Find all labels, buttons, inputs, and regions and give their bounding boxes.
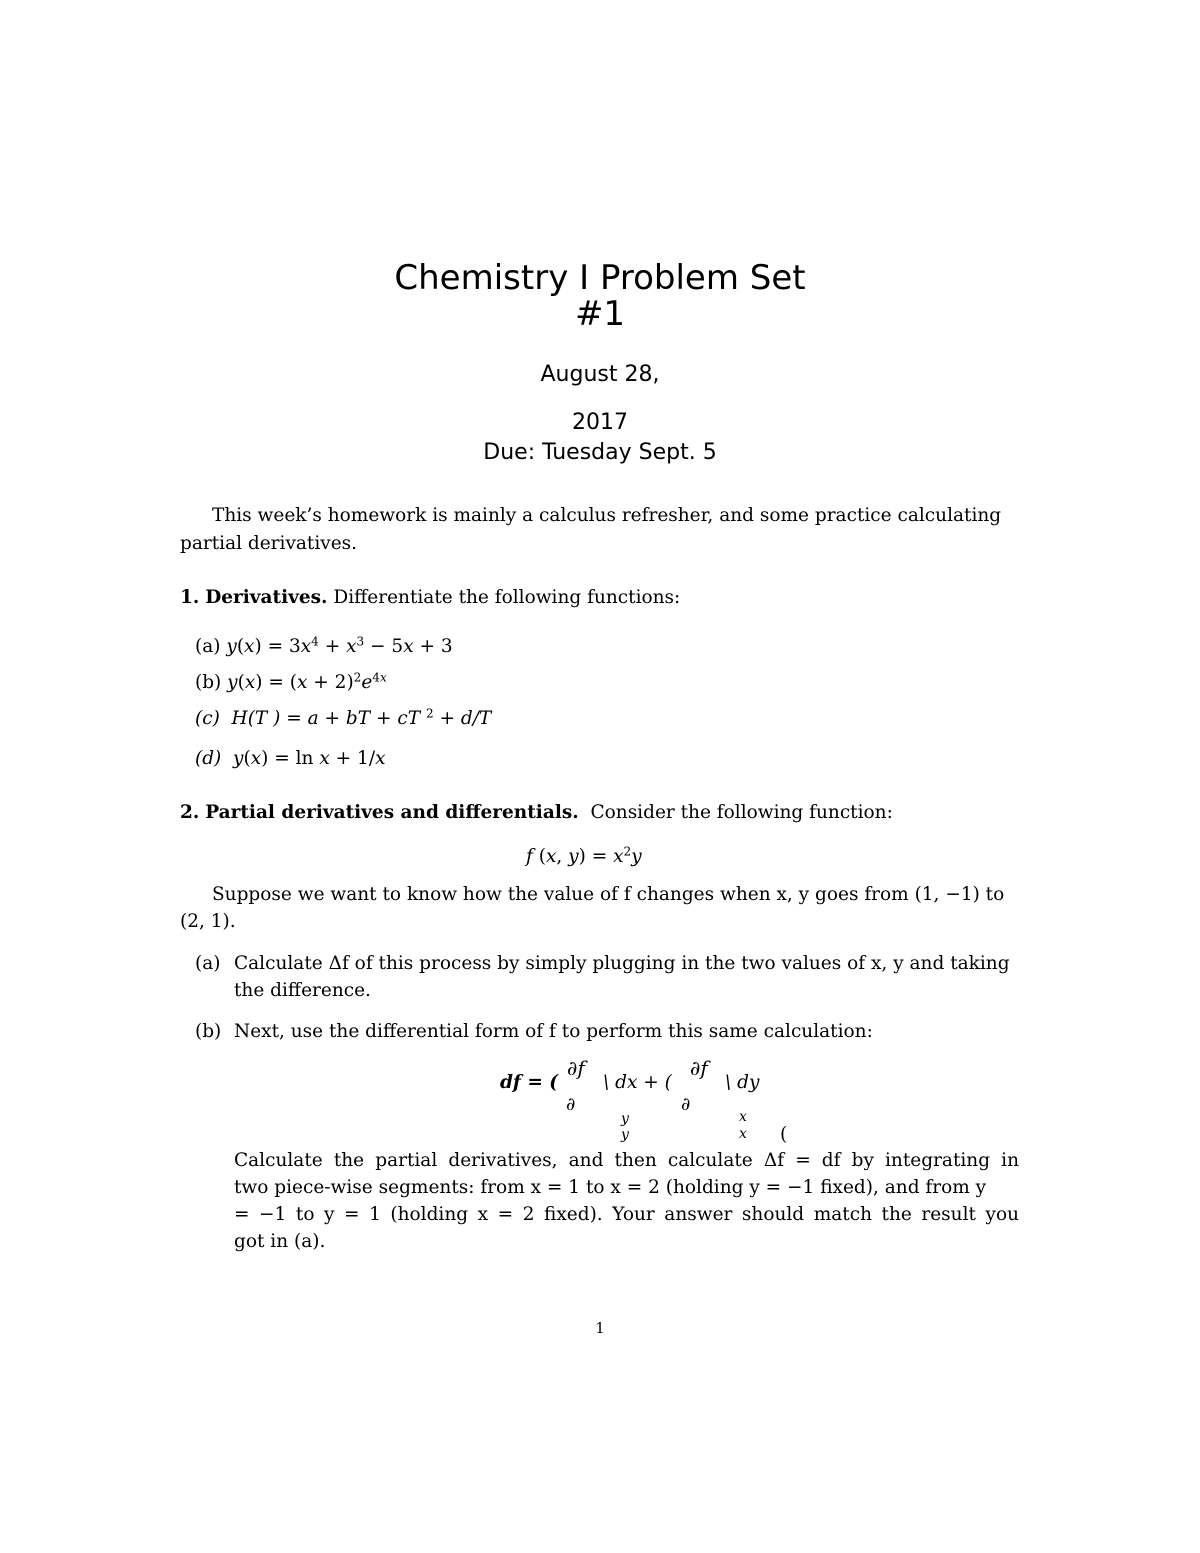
part-a-line-1: Calculate Δf of this process by simply plugging in the two values of x, y and taking bbox=[234, 953, 1010, 974]
eq-partial-f-2: ∂f bbox=[690, 1056, 708, 1080]
eq-trailing-paren: ( bbox=[780, 1124, 788, 1145]
title-line-2: #1 bbox=[574, 294, 626, 334]
eq-partial-1: ∂ bbox=[566, 1094, 576, 1115]
suppose-line-2: (2, 1). bbox=[180, 911, 236, 932]
intro-line-1: This week’s homework is mainly a calculus refresher, and some practice calculating bbox=[212, 505, 1002, 526]
eq-sub-x-2: x bbox=[739, 1126, 747, 1142]
follow-line-3: = −1 to y = 1 (holding x = 2 fixed). Your answer should match the result you bbox=[234, 1204, 1019, 1225]
follow-line-2: two piece-wise segments: from x = 1 to x = 2 (holding y = −1 fixed), and from y bbox=[234, 1177, 987, 1198]
problem-1-item-a: (a) $y(x) = 3x^4 + x^3 - 5x + 3$ bbox=[195, 634, 453, 657]
part-b-line-1: Next, use the differential form of f to perform this same calculation: bbox=[234, 1021, 873, 1042]
page-number: 1 bbox=[595, 1319, 605, 1337]
eq-partial-f-1: ∂f bbox=[567, 1056, 585, 1080]
part-a-label: (a) bbox=[195, 953, 221, 974]
problem-1-heading: Derivatives. bbox=[205, 587, 328, 608]
eq-dy-term: \ dy bbox=[725, 1072, 760, 1093]
part-a-line-2: the difference. bbox=[234, 980, 371, 1001]
problem-1-text: Differentiate the following functions: bbox=[333, 587, 681, 608]
problem-2-number: 2. bbox=[180, 802, 200, 823]
title-line-1: Chemistry I Problem Set bbox=[394, 258, 806, 298]
intro-line-2: partial derivatives. bbox=[180, 533, 358, 554]
problem-1-header bbox=[180, 587, 680, 608]
date-line-2: 2017 bbox=[572, 410, 628, 435]
problem-2-header bbox=[180, 802, 893, 823]
problem-1-item-d: (d) y(x) = ln x + 1/x bbox=[195, 748, 386, 769]
follow-line-1: Calculate the partial derivatives, and then calculate Δf = df by integrating in bbox=[234, 1150, 1019, 1171]
problem-1-item-b: (b) $y(x) = (x + 2)^2e^{4x}$ bbox=[195, 670, 387, 693]
problem-1-item-c: (c) H(T ) = a + bT + cT $^2$ + d/T bbox=[195, 706, 492, 729]
eq-partial-2: ∂ bbox=[681, 1094, 691, 1115]
suppose-line-1: Suppose we want to know how the value of f changes when x, y goes from (1, −1) to bbox=[212, 884, 1005, 905]
problem-2-heading: Partial derivatives and differentials. bbox=[205, 802, 579, 823]
eq-lhs: df = ( bbox=[500, 1072, 559, 1093]
problem-1-number: 1. bbox=[180, 587, 200, 608]
date-line-1: August 28, bbox=[540, 362, 660, 387]
part-b-label: (b) bbox=[195, 1021, 222, 1042]
eq-sub-x-1: x bbox=[739, 1109, 747, 1125]
due-date: Due: Tuesday Sept. 5 bbox=[483, 440, 717, 465]
problem-2-text: Consider the following function: bbox=[590, 802, 893, 823]
follow-line-4: got in (a). bbox=[234, 1231, 326, 1252]
eq-dx-term: \ dx + ( bbox=[603, 1072, 672, 1093]
eq-sub-y-2: y bbox=[621, 1127, 629, 1143]
problem-2-function: f (x, $y) = x^2y$ bbox=[526, 844, 642, 867]
eq-sub-y-1: y bbox=[621, 1111, 629, 1127]
